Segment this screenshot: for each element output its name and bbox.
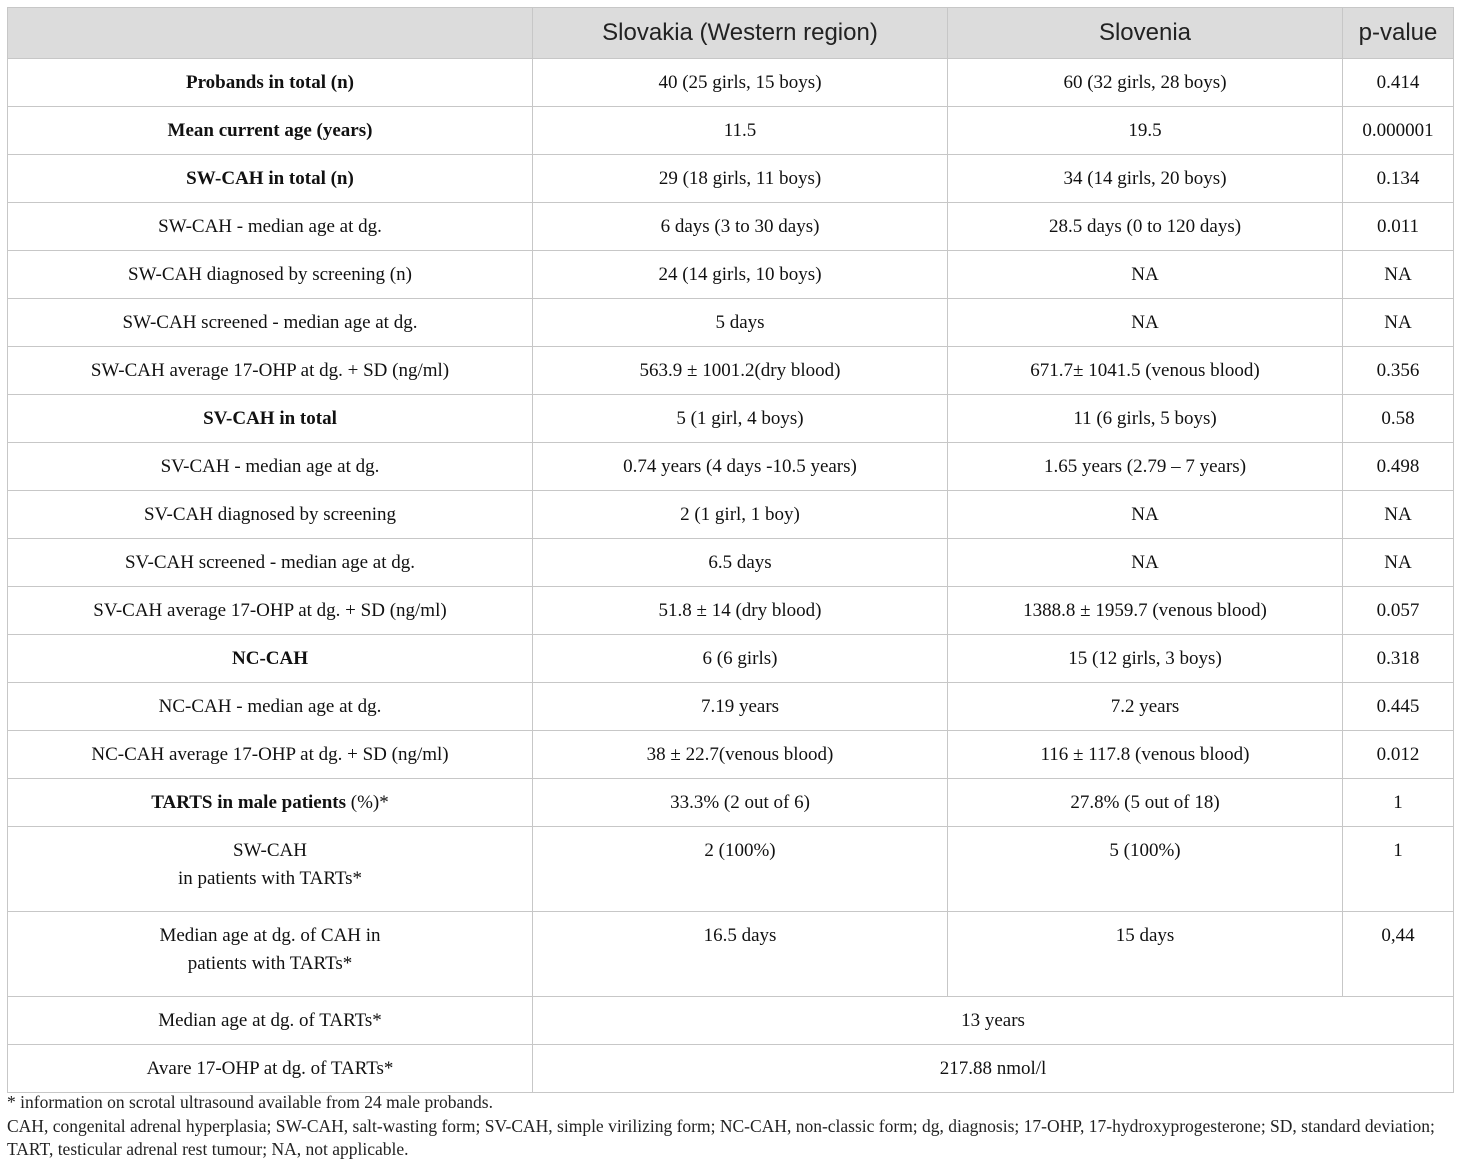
- row-label: SW-CAH average 17-OHP at dg. + SD (ng/ml): [8, 347, 533, 395]
- cell-slovenia: 28.5 days (0 to 120 days): [948, 203, 1343, 251]
- row-label-bold: TARTS in male patients: [151, 791, 347, 813]
- row-label: Probands in total (n): [8, 59, 533, 107]
- cell-slovakia: 6 days (3 to 30 days): [533, 203, 948, 251]
- row-label: SW-CAH in total (n): [8, 155, 533, 203]
- table-row: [8, 635, 1454, 683]
- table-row: [8, 203, 1454, 251]
- cell-p-value: 0.445: [1343, 683, 1454, 731]
- cell-p-value: 0.012: [1343, 731, 1454, 779]
- cell-slovenia: 116 ± 117.8 (venous blood): [948, 731, 1343, 779]
- cell-slovenia: 1.65 years (2.79 – 7 years): [948, 443, 1343, 491]
- cell-p-value: 0.318: [1343, 635, 1454, 683]
- cell-p-value: 0.356: [1343, 347, 1454, 395]
- cell-slovakia: 5 days: [533, 299, 948, 347]
- cell-slovenia: 671.7± 1041.5 (venous blood): [948, 347, 1343, 395]
- row-label: SW-CAH screened - median age at dg.: [8, 299, 533, 347]
- row-label-line2: patients with TARTs*: [187, 953, 353, 974]
- cell-slovenia: 1388.8 ± 1959.7 (venous blood): [948, 587, 1343, 635]
- row-label: NC-CAH - median age at dg.: [8, 683, 533, 731]
- row-label-suffix: (%)*: [346, 791, 389, 813]
- table-row: [8, 587, 1454, 635]
- cell-slovakia: 2 (100%): [533, 827, 948, 912]
- table-row: [8, 539, 1454, 587]
- row-label: [8, 779, 533, 827]
- cell-slovakia: 33.3% (2 out of 6): [533, 779, 948, 827]
- row-label: NC-CAH average 17-OHP at dg. + SD (ng/ml): [8, 731, 533, 779]
- cell-p-value: 0.498: [1343, 443, 1454, 491]
- table-row-median-tarts: [8, 997, 1454, 1045]
- cell-slovakia: 6.5 days: [533, 539, 948, 587]
- table-row: [8, 251, 1454, 299]
- table-body: [8, 59, 1454, 1093]
- row-label: SV-CAH average 17-OHP at dg. + SD (ng/ml): [8, 587, 533, 635]
- row-label-line1: SW-CAH: [233, 840, 307, 861]
- cell-p-value: 1: [1343, 827, 1454, 912]
- row-label: [8, 827, 533, 912]
- footnote-asterisk: * information on scrotal ultrasound available from 24 male probands.: [7, 1092, 493, 1112]
- cell-p-value: 0.057: [1343, 587, 1454, 635]
- cell-p-value: NA: [1343, 491, 1454, 539]
- cell-slovenia: 15 days: [948, 912, 1343, 997]
- cell-slovenia: NA: [948, 539, 1343, 587]
- header-p-value: p-value: [1343, 8, 1454, 59]
- header-slovakia: Slovakia (Western region): [533, 8, 948, 59]
- cell-slovakia: 38 ± 22.7(venous blood): [533, 731, 948, 779]
- footnote-abbreviations: CAH, congenital adrenal hyperplasia; SW-CAH, salt-wasting form; SV-CAH, simple virilizing form; NC-CAH, non-classic form; dg, diagnosis; 17-OHP, 17-hydroxyprogesterone; SD, standard deviation; TART, testicular adrenal rest tumour; NA, not applicable.: [7, 1116, 1435, 1159]
- cell-slovenia: 7.2 years: [948, 683, 1343, 731]
- cell-p-value: 1: [1343, 779, 1454, 827]
- table-row: [8, 731, 1454, 779]
- row-label: Avare 17-OHP at dg. of TARTs*: [8, 1045, 533, 1093]
- cell-slovakia: 5 (1 girl, 4 boys): [533, 395, 948, 443]
- row-label: SV-CAH - median age at dg.: [8, 443, 533, 491]
- cell-slovenia: NA: [948, 299, 1343, 347]
- row-label: Median age at dg. of TARTs*: [8, 997, 533, 1045]
- table-row: [8, 299, 1454, 347]
- row-label: SV-CAH in total: [8, 395, 533, 443]
- cell-slovenia: NA: [948, 491, 1343, 539]
- cell-slovenia: 15 (12 girls, 3 boys): [948, 635, 1343, 683]
- cell-slovakia: 40 (25 girls, 15 boys): [533, 59, 948, 107]
- cell-slovenia: NA: [948, 251, 1343, 299]
- header-label: [8, 8, 533, 59]
- cell-slovenia: 27.8% (5 out of 18): [948, 779, 1343, 827]
- merged-cell: 217.88 nmol/l: [533, 1045, 1454, 1093]
- table-row: [8, 107, 1454, 155]
- row-label: [8, 912, 533, 997]
- row-label: SW-CAH - median age at dg.: [8, 203, 533, 251]
- row-label: SV-CAH diagnosed by screening: [8, 491, 533, 539]
- cell-slovakia: 563.9 ± 1001.2(dry blood): [533, 347, 948, 395]
- table-row: [8, 683, 1454, 731]
- row-label-line2: in patients with TARTs*: [177, 868, 363, 889]
- cell-slovakia: 24 (14 girls, 10 boys): [533, 251, 948, 299]
- row-label: Mean current age (years): [8, 107, 533, 155]
- cell-slovenia: 5 (100%): [948, 827, 1343, 912]
- table-row-tarts: [8, 779, 1454, 827]
- merged-cell: 13 years: [533, 997, 1454, 1045]
- cell-slovakia: 0.74 years (4 days -10.5 years): [533, 443, 948, 491]
- cell-slovakia: 29 (18 girls, 11 boys): [533, 155, 948, 203]
- cell-p-value: 0.000001: [1343, 107, 1454, 155]
- table-row-avare: [8, 1045, 1454, 1093]
- cell-slovakia: 11.5: [533, 107, 948, 155]
- cell-slovakia: 16.5 days: [533, 912, 948, 997]
- cell-slovenia: 60 (32 girls, 28 boys): [948, 59, 1343, 107]
- table-row: [8, 347, 1454, 395]
- cell-p-value: 0.414: [1343, 59, 1454, 107]
- table-row: [8, 59, 1454, 107]
- row-label: NC-CAH: [8, 635, 533, 683]
- table-row: [8, 443, 1454, 491]
- data-table: [7, 7, 1454, 1093]
- cell-slovenia: 34 (14 girls, 20 boys): [948, 155, 1343, 203]
- cell-p-value: 0,44: [1343, 912, 1454, 997]
- header-row: [8, 8, 1454, 59]
- row-label-line1: Median age at dg. of CAH in: [159, 925, 381, 946]
- cell-p-value: NA: [1343, 299, 1454, 347]
- cell-slovenia: 11 (6 girls, 5 boys): [948, 395, 1343, 443]
- cell-p-value: NA: [1343, 539, 1454, 587]
- header-slovenia: Slovenia: [948, 8, 1343, 59]
- cell-slovakia: 6 (6 girls): [533, 635, 948, 683]
- table-row: [8, 155, 1454, 203]
- cell-slovakia: 7.19 years: [533, 683, 948, 731]
- cell-slovenia: 19.5: [948, 107, 1343, 155]
- cell-slovakia: 51.8 ± 14 (dry blood): [533, 587, 948, 635]
- table-row-sw-tarts: [8, 827, 1454, 912]
- cell-p-value: 0.011: [1343, 203, 1454, 251]
- cell-slovakia: 2 (1 girl, 1 boy): [533, 491, 948, 539]
- cell-p-value: NA: [1343, 251, 1454, 299]
- cell-p-value: 0.58: [1343, 395, 1454, 443]
- cell-p-value: 0.134: [1343, 155, 1454, 203]
- row-label: SV-CAH screened - median age at dg.: [8, 539, 533, 587]
- table-row: [8, 395, 1454, 443]
- table-row-median-cah-tarts: [8, 912, 1454, 997]
- row-label: SW-CAH diagnosed by screening (n): [8, 251, 533, 299]
- table-row: [8, 491, 1454, 539]
